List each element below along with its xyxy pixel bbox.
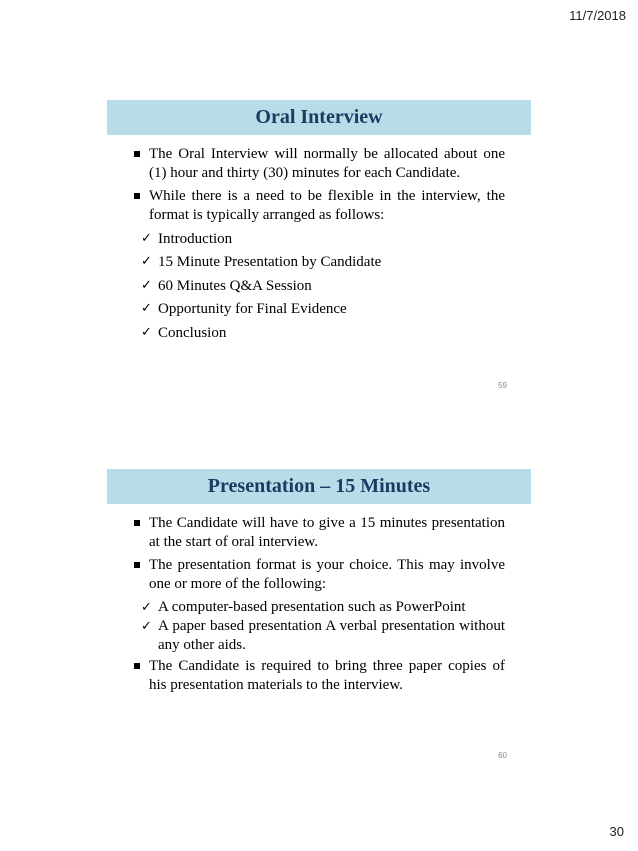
checkmark-icon: ✓ [141, 277, 152, 293]
check-list [141, 598, 505, 655]
slide-number: 59 [498, 381, 507, 390]
check-item: ✓ Opportunity for Final Evidence [141, 301, 347, 318]
bullet-item: The Oral Interview will normally be allocated about one (1) hour and thirty (30) minutes for each Candidate. [132, 145, 505, 183]
checkmark-icon: ✓ [141, 600, 152, 615]
page-number: 30 [609, 824, 624, 839]
check-item: ✓ 15 Minute Presentation by Candidate [141, 254, 382, 271]
slide-title: Oral Interview [107, 100, 531, 135]
check-item: ✓ Conclusion [141, 324, 227, 341]
bullet-item: The presentation format is your choice. This may involve one or more of the following: [132, 556, 505, 594]
checkmark-icon: ✓ [141, 231, 152, 246]
slide-number: 60 [498, 751, 507, 760]
page-date: 11/7/2018 [569, 8, 626, 23]
check-item: ✓ 60 Minutes Q&A Session [141, 277, 312, 294]
checkmark-icon: ✓ [141, 254, 152, 270]
bullet-item: The Candidate will have to give a 15 minutes presentation at the start of oral interview. [132, 514, 505, 552]
slide-content [107, 135, 531, 343]
check-list [141, 229, 505, 343]
slide-presentation [107, 469, 531, 760]
bullet-item: The Candidate is required to bring three paper copies of his presentation materials to the interview. [132, 657, 505, 695]
slide-oral-interview [107, 100, 531, 390]
check-item: ✓ A computer-based presentation such as PowerPoint [141, 599, 466, 615]
checkmark-icon: ✓ [141, 324, 152, 340]
checkmark-icon: ✓ [141, 301, 152, 317]
bullet-item: While there is a need to be flexible in the interview, the format is typically arranged as follows: [132, 187, 505, 225]
slide-content [107, 504, 531, 695]
check-item: ✓ A paper based presentation A verbal presentation without any other aids. [141, 618, 505, 653]
checkmark-icon: ✓ [141, 619, 152, 634]
check-item: ✓ Introduction [141, 231, 233, 247]
slide-title: Presentation – 15 Minutes [107, 469, 531, 504]
